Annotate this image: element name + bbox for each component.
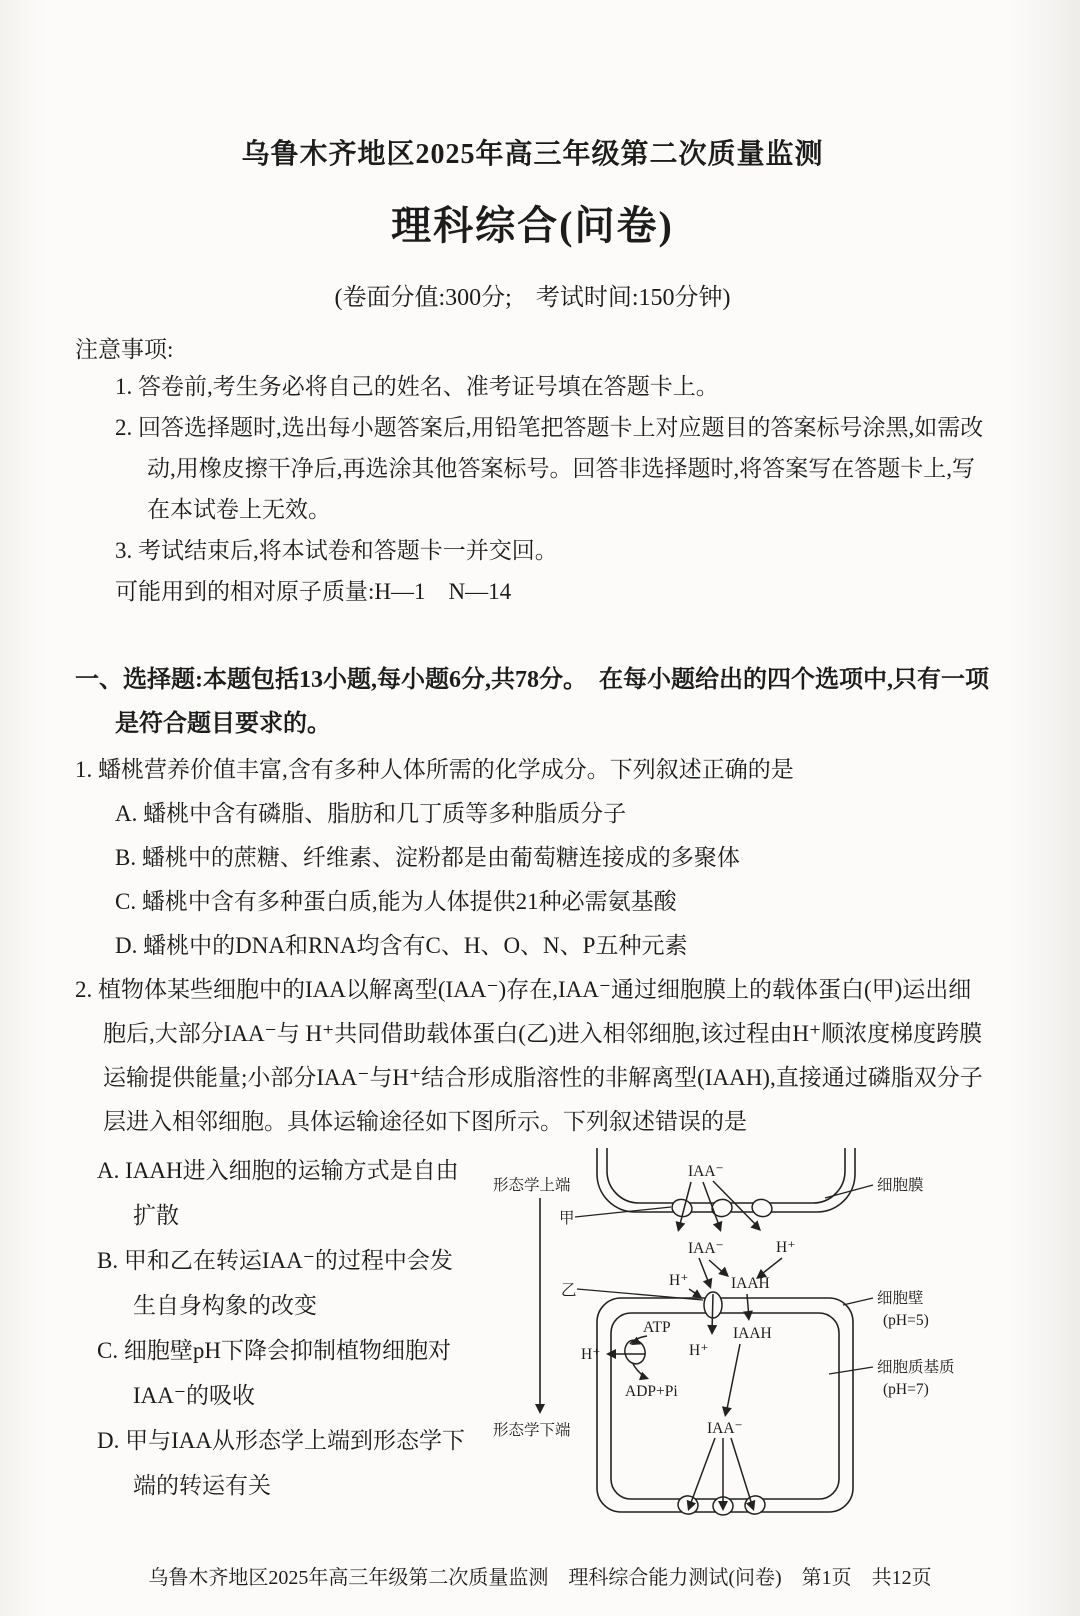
atomic-masses-line: 可能用到的相对原子质量:H—1 N—14 [115, 579, 512, 604]
q2-figure [485, 1148, 985, 1526]
carrier-yi-label: 乙 [561, 1282, 577, 1299]
question-2-body [75, 1148, 990, 1526]
carrier-protein-jia-icon [750, 1197, 774, 1219]
lower-cell-wall-line [597, 1298, 853, 1512]
iaa-top-label: IAA⁻ [688, 1163, 724, 1180]
iaa-in-label: IAA⁻ [707, 1420, 743, 1437]
q2-option-d: D. 甲与IAA从形态学上端到形态学下端的转运有关 [97, 1428, 465, 1498]
carrier-protein-jia-icon [711, 1198, 734, 1218]
cell-wall-ph: (pH=5) [883, 1312, 929, 1329]
q2-options [75, 1148, 475, 1508]
carrier-jia-label: 甲 [559, 1210, 575, 1227]
page-content [75, 0, 990, 1526]
page-footer: 乌鲁木齐地区2025年高三年级第二次质量监测 理科综合能力测试(问卷) 第1页 共12页 [148, 1567, 932, 1589]
iaah-mid-label: IAAH [731, 1275, 770, 1292]
h-pumped-label: H⁺ [581, 1346, 601, 1363]
q1-option-b: B. 蟠桃中的蔗糖、纤维素、淀粉都是由葡萄糖连接成的多聚体 [115, 845, 740, 870]
adp-pi-label: ADP+Pi [625, 1383, 678, 1400]
notice-item-1: 1. 答卷前,考生务必将自己的姓名、准考证号填在答题卡上。 [115, 374, 719, 399]
morphology-axis-arrowhead-icon [535, 1404, 545, 1414]
cell-wall-label: 细胞壁 [877, 1290, 924, 1307]
h-small-label: H⁺ [669, 1272, 689, 1289]
notice-heading: 注意事项: [75, 337, 174, 362]
membrane-label: 细胞膜 [877, 1177, 924, 1194]
lower-cell-membrane-line [611, 1313, 839, 1499]
question-2-stem: 2. 植物体某些细胞中的IAA以解离型(IAA⁻)存在,IAA⁻通过细胞膜上的载体蛋白(甲)运出细胞后,大部分IAA⁻与 H⁺共同借助载体蛋白(乙)进入相邻细胞,该过程由H⁺顺浓度梯度跨膜运输提供能量;小部分IAA⁻与H⁺结合形成脂溶性的非解离型(IAAH),直接通过磷脂双分子层进入相邻细胞。具体运输途径如下图所示。下列叙述错误的是 [75, 977, 983, 1134]
h-in-label: H⁺ [689, 1342, 709, 1359]
cytosol-label: 细胞质基质 [877, 1359, 955, 1376]
morph-bottom-label: 形态学下端 [493, 1422, 571, 1439]
section-1-heading: 一、选择题:本题包括13小题,每小题6分,共78分。 在每小题给出的四个选项中,只有一项是符合题目要求的。 [75, 667, 989, 737]
exam-title: 乌鲁木齐地区2025年高三年级第二次质量监测 [241, 139, 824, 170]
morph-top-label: 形态学上端 [493, 1177, 571, 1194]
q1-option-c: C. 蟠桃中含有多种蛋白质,能为人体提供21种必需氨基酸 [115, 889, 677, 914]
notice-item-2: 2. 回答选择题时,选出每小题答案后,用铅笔把答题卡上对应题目的答案标号涂黑,如需改动,用橡皮擦干净后,再选涂其他答案标号。回答非选择题时,将答案写在答题卡上,写在本试卷上无效。 [115, 415, 984, 522]
exam-subtitle: 理科综合(问卷) [391, 203, 674, 248]
iaa-transport-diagram [485, 1148, 985, 1526]
atp-label: ATP [643, 1319, 671, 1336]
iaa-mid-label: IAA⁻ [688, 1240, 724, 1257]
exam-meta-line: (卷面分值:300分; 考试时间:150分钟) [334, 285, 731, 311]
q2-option-b: B. 甲和乙在转运IAA⁻的过程中会发生自身构象的改变 [97, 1248, 453, 1318]
q1-option-d: D. 蟠桃中的DNA和RNA均含有C、H、O、N、P五种元素 [115, 933, 688, 958]
cytosol-ph: (pH=7) [883, 1381, 929, 1398]
q1-option-a: A. 蟠桃中含有磷脂、脂肪和几丁质等多种脂质分子 [115, 801, 627, 826]
transport-arrowheads [606, 1220, 767, 1512]
question-1-stem: 1. 蟠桃营养价值丰富,含有多种人体所需的化学成分。下列叙述正确的是 [75, 757, 794, 782]
notice-item-3: 3. 考试结束后,将本试卷和答题卡一并交回。 [115, 538, 558, 563]
iaah-in-label: IAAH [733, 1325, 772, 1342]
q2-option-a: A. IAAH进入细胞的运输方式是自由扩散 [97, 1158, 459, 1228]
q2-option-c: C. 细胞壁pH下降会抑制植物细胞对IAA⁻的吸收 [97, 1338, 451, 1408]
h-mid-label: H⁺ [776, 1239, 796, 1256]
